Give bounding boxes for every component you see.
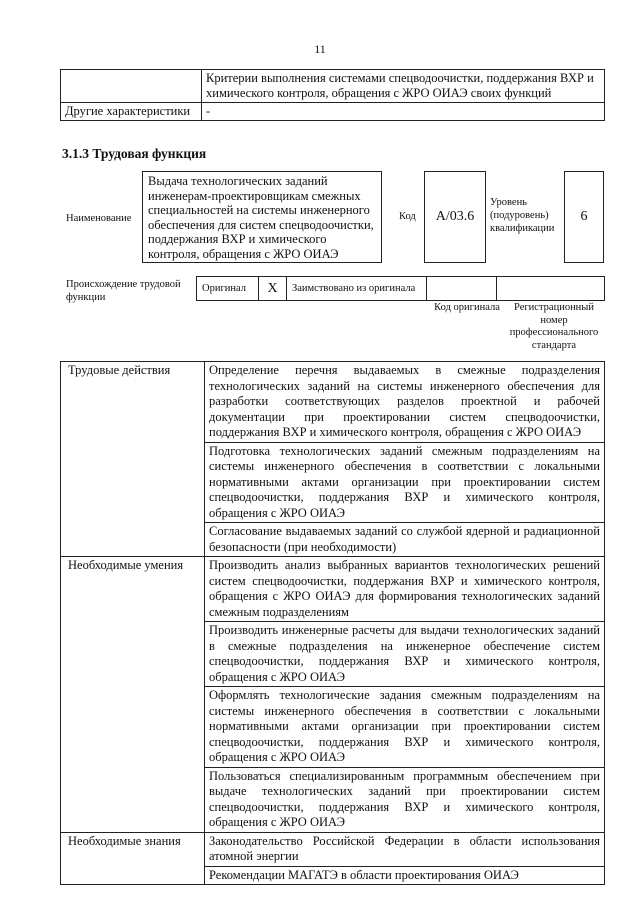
knowledge-label: Необходимые знания (61, 832, 205, 885)
other-characteristics-label: Другие характеристики (61, 103, 202, 121)
code-original-cell (427, 277, 497, 300)
action-item: Согласование выдаваемых заданий со службой ядерной и радиационной безопасности (при необходимости) (205, 523, 605, 557)
skills-label: Необходимые умения (61, 557, 205, 833)
skill-item: Производить инженерные расчеты для выдачи технологических заданий в смежные подразделения на инженерное обеспечение систем спецводоочистки, поддержания ВХР и химического контроля, обращения с ЖРО ОИАЭ (205, 622, 605, 687)
function-code-box: А/03.6 (424, 171, 486, 263)
top-table (60, 69, 605, 121)
action-item: Подготовка технологических заданий смежным подразделениям на системы инженерного обеспечения в соответствии с локальными нормативными актами организации при проектировании систем спецводоочистки, поддержания ВХР и химического контроля, обращения с ЖРО ОИАЭ (205, 442, 605, 523)
skill-item: Пользоваться специализированным программным обеспечением при выдаче технологических заданий при проектировании систем спецводоочистки, поддержания ВХР и химического контроля, обращения с ЖРО ОИАЭ (205, 767, 605, 832)
other-characteristics-value: - (202, 103, 605, 121)
skill-item: Производить анализ выбранных вариантов технологических решений систем спецводоочистки, поддержания ВХР и химического контроля, обращения с ЖРО ОИАЭ для формирования технологических заданий смежным подразделениям (205, 557, 605, 622)
knowledge-item: Рекомендации МАГАТЭ в области проектирования ОИАЭ (205, 866, 605, 885)
borrowed-label: Заимствовано из оригинала (287, 277, 427, 300)
function-name-box: Выдача технологических заданий инженерам-проектировщикам смежных специальностей на системы инженерного обеспечения для систем спецводоочистки, поддержания ВХР и химического контроля, обращения с ЖРО ОИАЭ (142, 171, 382, 263)
reg-number-label: Регистрационный номер профессионального стандарта (509, 302, 599, 351)
knowledge-item: Законодательство Российской Федерации в области использования атомной энергии (205, 832, 605, 866)
action-item: Определение перечня выдаваемых в смежные подразделения технологических заданий на системы инженерного обеспечения для разработки соответствующих разделов проектной и рабочей документации при проектировании систем спецводоочистки, поддержания ВХР и химического контроля, обращения с ЖРО ОИАЭ (205, 362, 605, 443)
empty-cell (61, 70, 202, 103)
level-value-box: 6 (564, 171, 604, 263)
section-title: 3.1.3 Трудовая функция (62, 146, 207, 161)
code-original-label: Код оригинала (434, 302, 500, 313)
code-label: Код (399, 211, 416, 222)
reg-number-cell (497, 277, 604, 300)
table-row (61, 362, 605, 443)
criteria-cell: Критерии выполнения системами спецводоочистки, поддержания ВХР и химического контроля, обращения с ЖРО ОИАЭ своих функций (202, 70, 605, 103)
main-table (60, 361, 605, 885)
table-row (61, 103, 605, 121)
origin-row (196, 276, 605, 301)
page-number: 11 (314, 42, 326, 56)
table-row (61, 557, 605, 622)
origin-label: Происхождение трудовой функции (66, 279, 181, 303)
level-label: Уровень (подуровень) квалификации (490, 197, 555, 234)
skill-item: Оформлять технологические задания смежным подразделениям на системы инженерного обеспечения в соответствии с локальными нормативными актами организации при проектировании систем спецводоочистки, поддержания ВХР и химического контроля, обращения с ЖРО ОИАЭ (205, 687, 605, 768)
actions-label: Трудовые действия (61, 362, 205, 557)
name-label: Наименование (66, 213, 132, 224)
table-row (61, 70, 605, 103)
original-mark: X (259, 277, 287, 300)
original-label: Оригинал (197, 277, 259, 300)
table-row (61, 832, 605, 866)
